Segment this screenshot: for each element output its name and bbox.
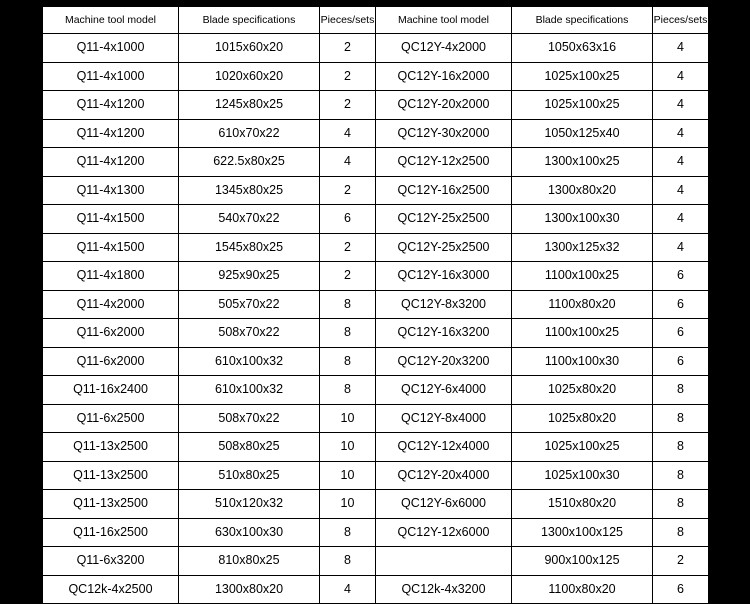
table-cell: QC12Y-16x2500: [376, 176, 512, 205]
table-cell: 1300x100x25: [512, 148, 653, 177]
table-cell: Q11-13x2500: [43, 433, 179, 462]
table-cell: QC12Y-12x6000: [376, 518, 512, 547]
table-row: [43, 34, 709, 63]
table-cell: 508x70x22: [179, 319, 320, 348]
table-cell: 540x70x22: [179, 205, 320, 234]
table-cell: 2: [320, 34, 376, 63]
table-cell: 2: [320, 176, 376, 205]
table-cell: 4: [320, 148, 376, 177]
table-cell: QC12Y-8x4000: [376, 404, 512, 433]
table-cell: 2: [320, 233, 376, 262]
table-cell: QC12Y-12x2500: [376, 148, 512, 177]
table-cell: 4: [653, 176, 709, 205]
table-cell: QC12Y-16x2000: [376, 62, 512, 91]
table-row: [43, 119, 709, 148]
table-cell: Q11-4x1200: [43, 148, 179, 177]
table-cell: 8: [653, 404, 709, 433]
table-cell: 8: [653, 518, 709, 547]
table-cell: 1025x100x25: [512, 91, 653, 120]
table-cell: Q11-6x2500: [43, 404, 179, 433]
table-row: [43, 376, 709, 405]
table-cell: 1100x80x20: [512, 290, 653, 319]
table-row: [43, 176, 709, 205]
column-header: Pieces/sets: [320, 7, 376, 34]
table-cell: QC12Y-6x6000: [376, 490, 512, 519]
table-cell: 8: [653, 490, 709, 519]
table-cell: 6: [653, 575, 709, 604]
blade-specification-table: [42, 6, 709, 604]
table-cell: 4: [653, 119, 709, 148]
table-cell: 10: [320, 461, 376, 490]
table-cell: 622.5x80x25: [179, 148, 320, 177]
table-cell: QC12Y-30x2000: [376, 119, 512, 148]
table-cell: 2: [320, 91, 376, 120]
table-row: [43, 575, 709, 604]
table-row: [43, 148, 709, 177]
table-cell: 8: [320, 376, 376, 405]
table-row: [43, 62, 709, 91]
table-cell: 1050x125x40: [512, 119, 653, 148]
table-cell: 1345x80x25: [179, 176, 320, 205]
table-row: [43, 91, 709, 120]
table-cell: 1300x100x125: [512, 518, 653, 547]
table-row: [43, 347, 709, 376]
table-cell: 6: [653, 319, 709, 348]
table-cell: QC12Y-8x3200: [376, 290, 512, 319]
table-cell: QC12Y-20x3200: [376, 347, 512, 376]
table-cell: Q11-13x2500: [43, 490, 179, 519]
column-header: Blade specifications: [512, 7, 653, 34]
table-cell: 1300x100x30: [512, 205, 653, 234]
table-cell: 4: [320, 119, 376, 148]
table-cell: Q11-6x2000: [43, 319, 179, 348]
table-cell: 4: [653, 148, 709, 177]
table-cell: QC12Y-6x4000: [376, 376, 512, 405]
table-cell: 1020x60x20: [179, 62, 320, 91]
table-cell: Q11-4x1200: [43, 91, 179, 120]
table-cell: QC12k-4x3200: [376, 575, 512, 604]
table-cell: 6: [653, 290, 709, 319]
table-cell: 1300x125x32: [512, 233, 653, 262]
table-cell: 6: [653, 262, 709, 291]
table-cell: 8: [320, 347, 376, 376]
table-cell: 6: [653, 347, 709, 376]
table-cell: 925x90x25: [179, 262, 320, 291]
table-cell: QC12Y-16x3200: [376, 319, 512, 348]
table-cell: Q11-4x1300: [43, 176, 179, 205]
table-row: [43, 262, 709, 291]
table-row: [43, 490, 709, 519]
table-cell: 1100x100x25: [512, 262, 653, 291]
table-cell: 1300x80x20: [512, 176, 653, 205]
table-cell: 510x80x25: [179, 461, 320, 490]
table-cell: 505x70x22: [179, 290, 320, 319]
table-cell: 10: [320, 433, 376, 462]
table-row: [43, 547, 709, 576]
table-cell: 4: [653, 62, 709, 91]
table-cell: Q11-13x2500: [43, 461, 179, 490]
table-cell: 1025x80x20: [512, 376, 653, 405]
table-cell: 2: [653, 547, 709, 576]
table-cell: 1050x63x16: [512, 34, 653, 63]
table-cell: 8: [653, 433, 709, 462]
table-cell: Q11-4x1000: [43, 34, 179, 63]
table-cell: 1100x100x25: [512, 319, 653, 348]
table-cell: 1545x80x25: [179, 233, 320, 262]
table-cell: 510x120x32: [179, 490, 320, 519]
table-cell: Q11-4x1800: [43, 262, 179, 291]
table-row: [43, 518, 709, 547]
table-cell: 1025x100x30: [512, 461, 653, 490]
table-cell: 508x70x22: [179, 404, 320, 433]
table-cell: 900x100x125: [512, 547, 653, 576]
table-cell: 610x100x32: [179, 376, 320, 405]
table-cell: Q11-6x2000: [43, 347, 179, 376]
table-cell: 4: [653, 233, 709, 262]
table-cell: 1025x80x20: [512, 404, 653, 433]
table-cell: 610x70x22: [179, 119, 320, 148]
column-header: Machine tool model: [376, 7, 512, 34]
table-row: [43, 290, 709, 319]
table-cell: Q11-16x2500: [43, 518, 179, 547]
table-row: [43, 433, 709, 462]
table-cell: 8: [320, 319, 376, 348]
table-cell: 10: [320, 404, 376, 433]
table-cell: Q11-6x3200: [43, 547, 179, 576]
table-cell: 610x100x32: [179, 347, 320, 376]
spec-sheet: [42, 6, 708, 596]
table-header-row: [43, 7, 709, 34]
table-cell: 1025x100x25: [512, 433, 653, 462]
table-cell: QC12Y-25x2500: [376, 205, 512, 234]
table-cell: 4: [653, 205, 709, 234]
table-cell: 8: [653, 376, 709, 405]
table-cell: 2: [320, 62, 376, 91]
table-cell: 1100x100x30: [512, 347, 653, 376]
table-cell: Q11-4x2000: [43, 290, 179, 319]
table-cell: 4: [653, 34, 709, 63]
table-cell: [376, 547, 512, 576]
table-cell: QC12Y-20x2000: [376, 91, 512, 120]
table-row: [43, 319, 709, 348]
table-row: [43, 233, 709, 262]
table-cell: QC12Y-20x4000: [376, 461, 512, 490]
table-cell: 6: [320, 205, 376, 234]
column-header: Blade specifications: [179, 7, 320, 34]
table-cell: 2: [320, 262, 376, 291]
table-cell: Q11-16x2400: [43, 376, 179, 405]
table-cell: QC12k-4x2500: [43, 575, 179, 604]
table-cell: Q11-4x1000: [43, 62, 179, 91]
table-cell: 1245x80x25: [179, 91, 320, 120]
table-cell: Q11-4x1500: [43, 233, 179, 262]
table-cell: 8: [320, 290, 376, 319]
table-cell: QC12Y-12x4000: [376, 433, 512, 462]
table-cell: 630x100x30: [179, 518, 320, 547]
table-cell: QC12Y-25x2500: [376, 233, 512, 262]
table-body: [43, 7, 709, 604]
table-cell: 1100x80x20: [512, 575, 653, 604]
table-cell: 1025x100x25: [512, 62, 653, 91]
table-cell: 4: [653, 91, 709, 120]
column-header: Pieces/sets: [653, 7, 709, 34]
column-header: Machine tool model: [43, 7, 179, 34]
table-cell: QC12Y-4x2000: [376, 34, 512, 63]
table-cell: 8: [320, 547, 376, 576]
table-cell: 1510x80x20: [512, 490, 653, 519]
table-cell: Q11-4x1500: [43, 205, 179, 234]
table-cell: 1300x80x20: [179, 575, 320, 604]
table-cell: 8: [653, 461, 709, 490]
table-row: [43, 205, 709, 234]
table-cell: 1015x60x20: [179, 34, 320, 63]
table-cell: 810x80x25: [179, 547, 320, 576]
table-cell: 508x80x25: [179, 433, 320, 462]
table-cell: Q11-4x1200: [43, 119, 179, 148]
table-cell: 10: [320, 490, 376, 519]
table-cell: QC12Y-16x3000: [376, 262, 512, 291]
table-cell: 4: [320, 575, 376, 604]
table-row: [43, 461, 709, 490]
table-cell: 8: [320, 518, 376, 547]
table-row: [43, 404, 709, 433]
